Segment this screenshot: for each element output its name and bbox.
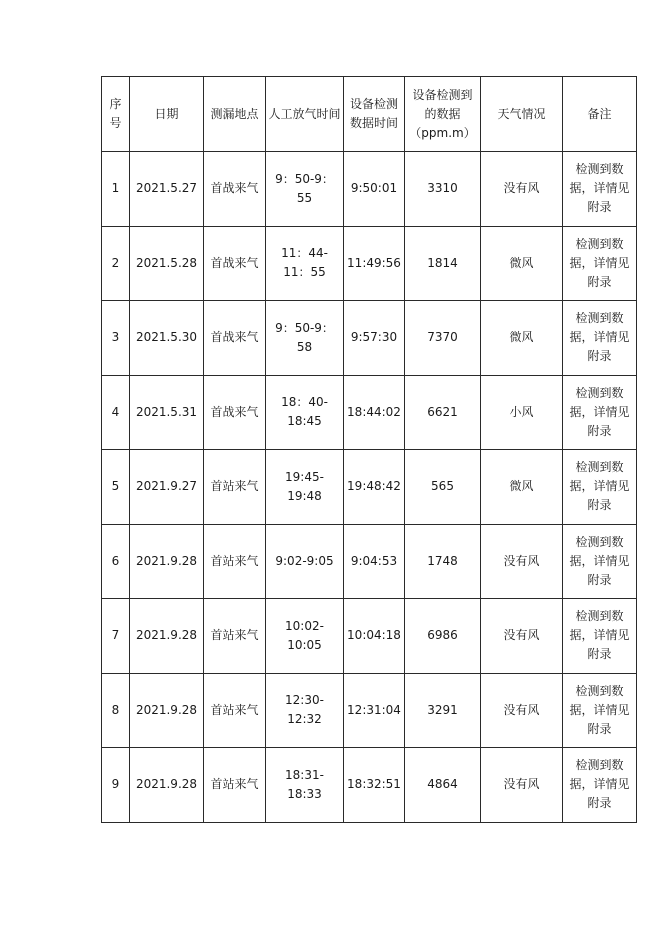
header-date: 日期 (130, 77, 204, 152)
cell-date: 2021.9.28 (130, 673, 204, 748)
cell-detect-time: 19:48:42 (344, 450, 405, 525)
cell-location: 首站来气 (204, 524, 266, 599)
header-release-time: 人工放气时间 (266, 77, 344, 152)
cell-note: 检测到数据，详情见附录 (563, 748, 637, 823)
cell-weather: 没有风 (481, 748, 563, 823)
cell-data: 1814 (405, 226, 481, 301)
cell-location: 首站来气 (204, 673, 266, 748)
cell-location: 首战来气 (204, 226, 266, 301)
cell-weather: 没有风 (481, 524, 563, 599)
gas-leak-detection-table (101, 76, 637, 823)
cell-weather: 没有风 (481, 152, 563, 227)
cell-location: 首站来气 (204, 599, 266, 674)
cell-data: 7370 (405, 301, 481, 376)
cell-detect-time: 9:50:01 (344, 152, 405, 227)
cell-date: 2021.5.27 (130, 152, 204, 227)
header-weather: 天气情况 (481, 77, 563, 152)
cell-release-time: 11：44-11：55 (266, 226, 344, 301)
cell-detect-time: 11:49:56 (344, 226, 405, 301)
cell-no: 7 (102, 599, 130, 674)
cell-weather: 没有风 (481, 673, 563, 748)
cell-data: 6621 (405, 375, 481, 450)
cell-no: 8 (102, 673, 130, 748)
cell-note: 检测到数据，详情见附录 (563, 301, 637, 376)
cell-data: 6986 (405, 599, 481, 674)
cell-note: 检测到数据，详情见附录 (563, 450, 637, 525)
cell-detect-time: 18:44:02 (344, 375, 405, 450)
cell-data: 565 (405, 450, 481, 525)
cell-release-time: 19:45-19:48 (266, 450, 344, 525)
cell-note: 检测到数据，详情见附录 (563, 524, 637, 599)
cell-detect-time: 9:57:30 (344, 301, 405, 376)
table-row (102, 450, 637, 525)
cell-data: 3291 (405, 673, 481, 748)
cell-no: 4 (102, 375, 130, 450)
table-row (102, 524, 637, 599)
cell-date: 2021.5.30 (130, 301, 204, 376)
table-row (102, 748, 637, 823)
cell-date: 2021.5.31 (130, 375, 204, 450)
cell-weather: 没有风 (481, 599, 563, 674)
cell-location: 首战来气 (204, 152, 266, 227)
cell-release-time: 9：50-9：58 (266, 301, 344, 376)
table-row (102, 599, 637, 674)
table-row (102, 375, 637, 450)
cell-release-time: 10:02-10:05 (266, 599, 344, 674)
cell-location: 首战来气 (204, 301, 266, 376)
cell-detect-time: 12:31:04 (344, 673, 405, 748)
cell-location: 首战来气 (204, 375, 266, 450)
cell-data: 3310 (405, 152, 481, 227)
cell-location: 首站来气 (204, 748, 266, 823)
cell-date: 2021.9.28 (130, 748, 204, 823)
table-row (102, 301, 637, 376)
cell-release-time: 18：40-18:45 (266, 375, 344, 450)
table-row (102, 226, 637, 301)
cell-detect-time: 18:32:51 (344, 748, 405, 823)
cell-no: 2 (102, 226, 130, 301)
cell-note: 检测到数据，详情见附录 (563, 375, 637, 450)
cell-detect-time: 9:04:53 (344, 524, 405, 599)
cell-no: 5 (102, 450, 130, 525)
cell-note: 检测到数据，详情见附录 (563, 152, 637, 227)
cell-release-time: 9：50-9：55 (266, 152, 344, 227)
cell-date: 2021.5.28 (130, 226, 204, 301)
cell-release-time: 12:30-12:32 (266, 673, 344, 748)
cell-weather: 微风 (481, 301, 563, 376)
cell-weather: 小风 (481, 375, 563, 450)
cell-date: 2021.9.28 (130, 599, 204, 674)
cell-data: 1748 (405, 524, 481, 599)
cell-weather: 微风 (481, 226, 563, 301)
header-no: 序号 (102, 77, 130, 152)
cell-date: 2021.9.27 (130, 450, 204, 525)
cell-no: 3 (102, 301, 130, 376)
cell-note: 检测到数据，详情见附录 (563, 673, 637, 748)
cell-weather: 微风 (481, 450, 563, 525)
header-note: 备注 (563, 77, 637, 152)
table-header-row (102, 77, 637, 152)
header-data: 设备检测到的数据（ppm.m） (405, 77, 481, 152)
header-detect-time: 设备检测数据时间 (344, 77, 405, 152)
cell-date: 2021.9.28 (130, 524, 204, 599)
cell-location: 首站来气 (204, 450, 266, 525)
cell-detect-time: 10:04:18 (344, 599, 405, 674)
cell-no: 9 (102, 748, 130, 823)
table-row (102, 152, 637, 227)
cell-no: 6 (102, 524, 130, 599)
header-location: 测漏地点 (204, 77, 266, 152)
cell-note: 检测到数据，详情见附录 (563, 226, 637, 301)
cell-no: 1 (102, 152, 130, 227)
table-row (102, 673, 637, 748)
cell-note: 检测到数据，详情见附录 (563, 599, 637, 674)
cell-data: 4864 (405, 748, 481, 823)
cell-release-time: 9:02-9:05 (266, 524, 344, 599)
cell-release-time: 18:31-18:33 (266, 748, 344, 823)
